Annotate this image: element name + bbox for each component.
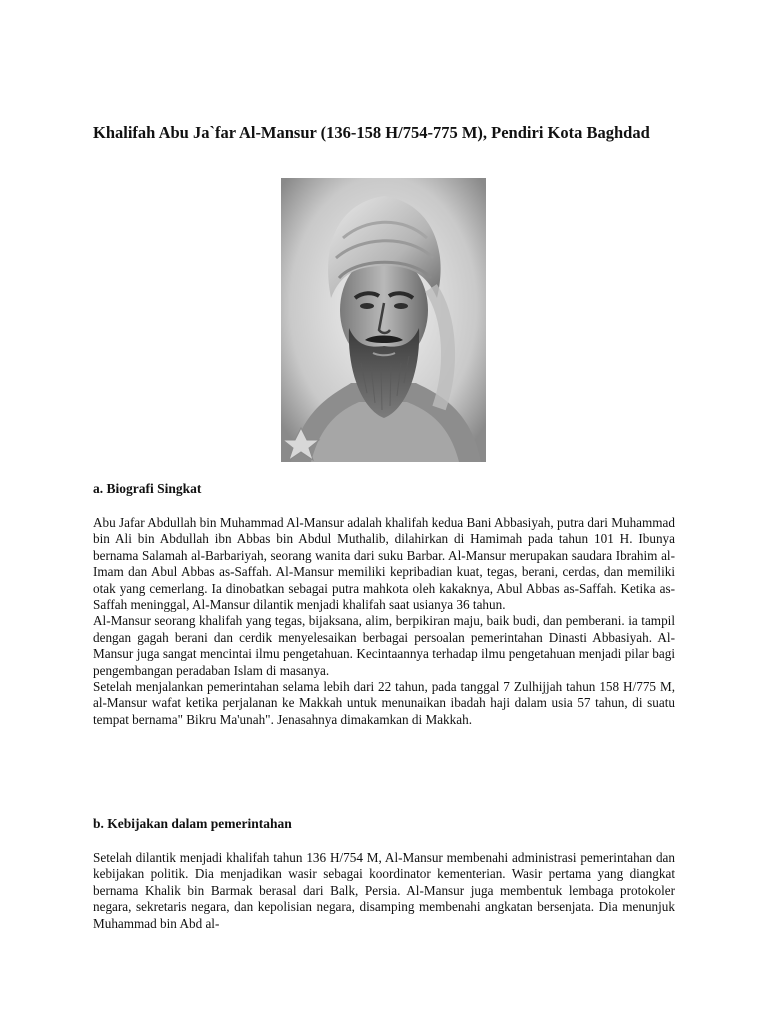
section-a-paragraph: Al-Mansur seorang khalifah yang tegas, bijaksana, alim, berpikiran maju, baik budi, dan pemberani. ia tampil dengan gagah berani dan cerdik menyelesaikan berbagai persoalan pemerintahan Dinasti Abbasiyah. Al-Mansur juga sangat mencintai ilmu pengetahuan. Kecintaannya terhadap ilmu pengetahuan menjadi pilar bagi pengembangan peradaban Islam di masanya.: [93, 613, 675, 678]
section-a-paragraph: Setelah menjalankan pemerintahan selama lebih dari 22 tahun, pada tanggal 7 Zulhijjah tahun 158 H/775 M, al-Mansur wafat ketika perjalanan ke Makkah untuk menunaikan ibadah haji dalam usia 57 tahun, di suatu tempat bernama" Bikru Ma'unah". Jenasahnya dimakamkan di Makkah.: [93, 679, 675, 727]
document-page: [93, 0, 675, 1024]
document-title: Khalifah Abu Ja`far Al-Mansur (136-158 H/754-775 M), Pendiri Kota Baghdad: [93, 123, 650, 142]
section-b-heading: b. Kebijakan dalam pemerintahan: [93, 816, 292, 831]
section-a-heading: a. Biografi Singkat: [93, 481, 202, 496]
portrait-image: [281, 178, 486, 462]
section-a-paragraph: Abu Jafar Abdullah bin Muhammad Al-Mansur adalah khalifah kedua Bani Abbasiyah, putra dari Muhammad bin Ali bin Abdullah ibn Abbas bin Abdul Muthalib, dilahirkan di Hamimah pada tahun 101 H. Ibunya bernama Salamah al-Barbariyah, seorang wanita dari suku Barbar. Al-Mansur merupakan saudara Ibrahim al-Imam dan Abul Abbas as-Saffah. Al-Mansur memiliki kepribadian kuat, tegas, berani, cerdas, dan memiliki otak yang cemerlang. Ia dinobatkan sebagai putra mahkota oleh kakaknya, Abul Abbas as-Saffah. Ketika as-Saffah meninggal, Al-Mansur dilantik menjadi khalifah saat usianya 36 tahun.: [93, 515, 675, 613]
section-b-paragraph: Setelah dilantik menjadi khalifah tahun 136 H/754 M, Al-Mansur membenahi administrasi pemerintahan dan kebijakan politik. Dia menjadikan wasir sebagai koordinator kementerian. Wasir pertama yang diangkat bernama Khalik bin Barmak berasal dari Balk, Persia. Al-Mansur juga membentuk lembaga protokoler negara, sekretaris negara, dan kepolisian negara, disamping membenahi angkatan bersenjata. Dia menunjuk Muhammad bin Abd al-: [93, 850, 675, 931]
section-a-body: [93, 515, 675, 728]
section-b-body: [93, 850, 675, 932]
